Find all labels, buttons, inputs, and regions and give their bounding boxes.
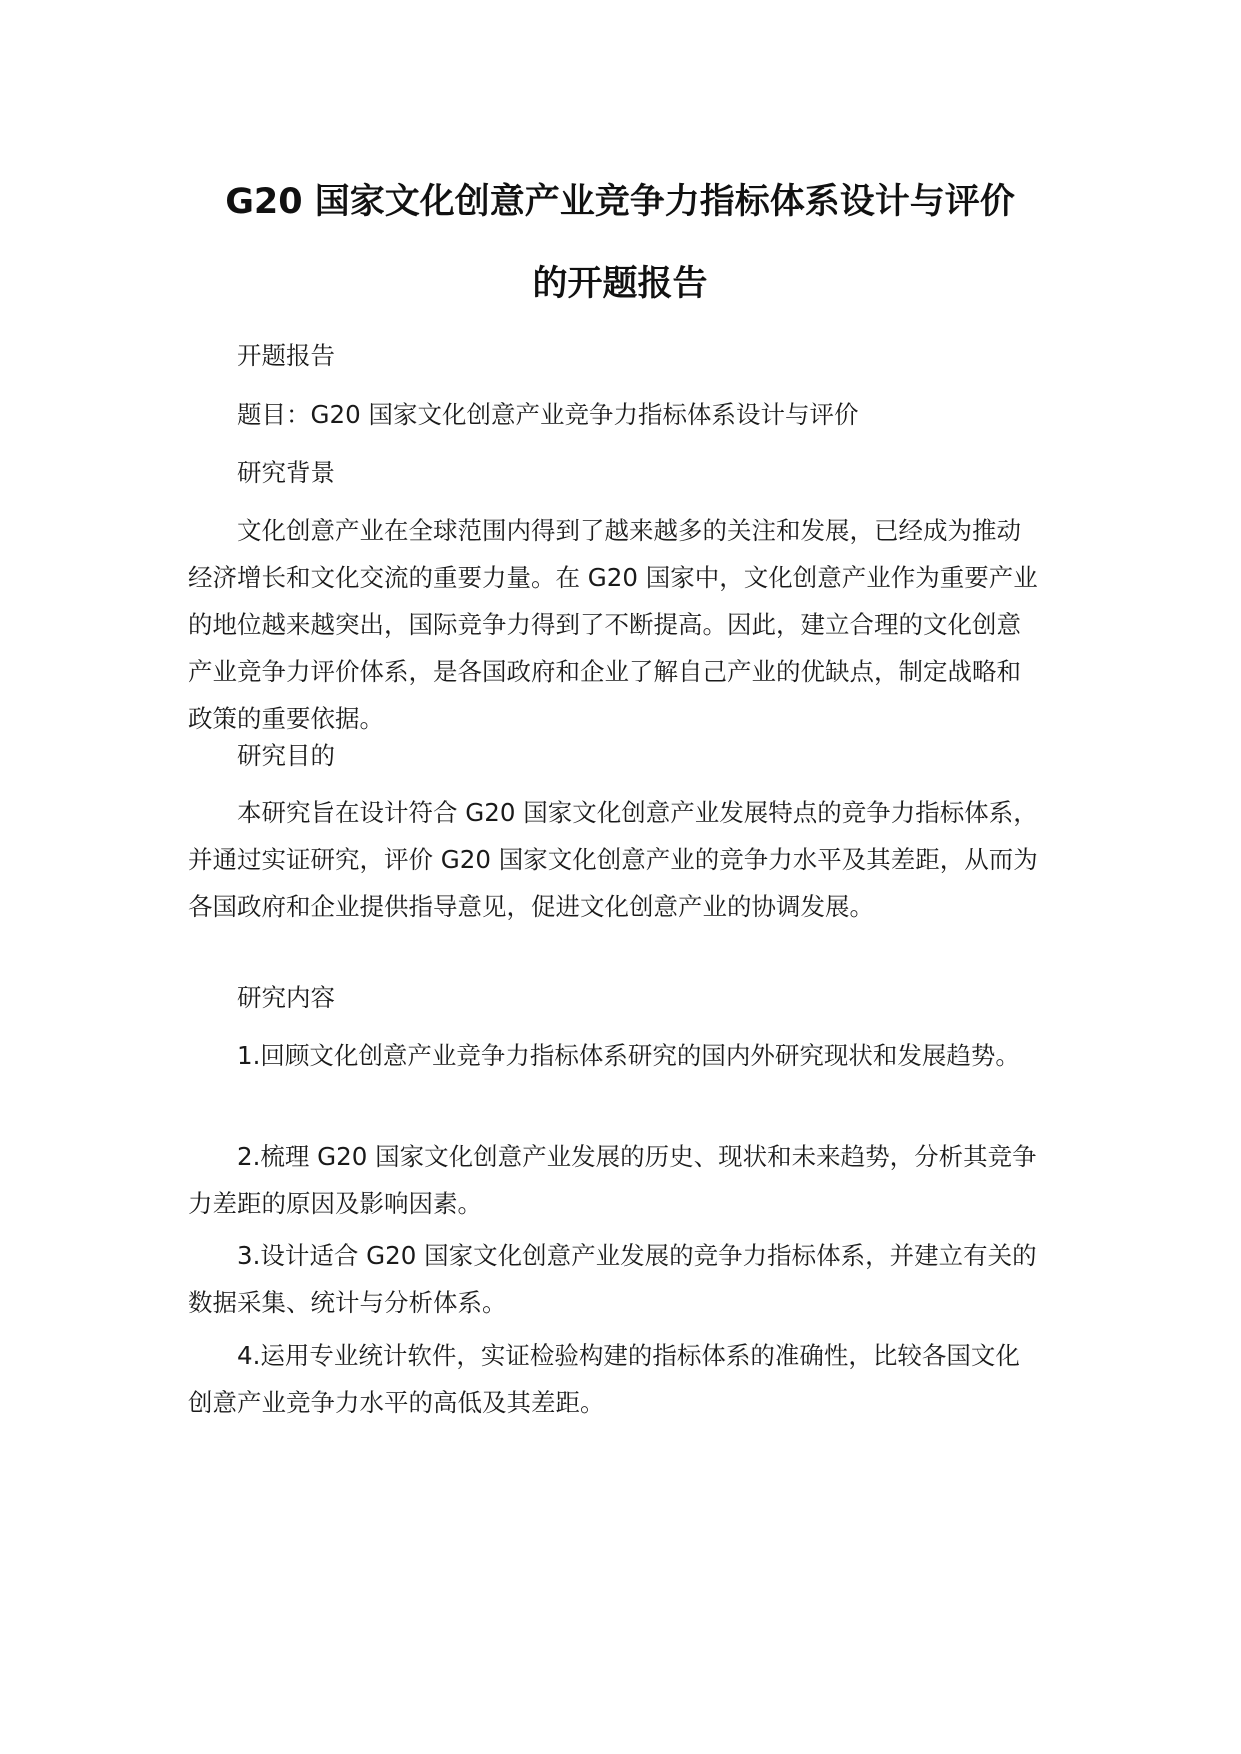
section-heading-purpose: 研究目的: [237, 741, 335, 770]
content-item-4: 4.运用专业统计软件，实证检验构建的指标体系的准确性，比较各国文化创意产业竞争力水平的高低及其差距。: [188, 1341, 1020, 1417]
report-label: 开题报告: [237, 341, 335, 370]
background-paragraph: 文化创意产业在全球范围内得到了越来越多的关注和发展，已经成为推动经济增长和文化交流的重要力量。在 G20 国家中，文化创意产业作为重要产业的地位越来越突出，国际竞争力得到了不断提高。因此，建立合理的文化创意产业竞争力评价体系，是各国政府和企业了解自己产业的优缺点，制定战略和政策的重要依据。: [188, 516, 1038, 733]
purpose-paragraph: 本研究旨在设计符合 G20 国家文化创意产业发展特点的竞争力指标体系，并通过实证研究，评价 G20 国家文化创意产业的竞争力水平及其差距，从而为各国政府和企业提供指导意见，促进文化创意产业的协调发展。: [188, 798, 1038, 921]
subject-line: 题目：G20 国家文化创意产业竞争力指标体系设计与评价: [237, 400, 859, 429]
content-item-2: 2.梳理 G20 国家文化创意产业发展的历史、现状和未来趋势，分析其竞争力差距的原因及影响因素。: [188, 1142, 1037, 1218]
content-item-1: 1.回顾文化创意产业竞争力指标体系研究的国内外研究现状和发展趋势。: [237, 1041, 1020, 1070]
document-title-line-1: G20 国家文化创意产业竞争力指标体系设计与评价: [225, 182, 1015, 222]
section-heading-content: 研究内容: [237, 983, 335, 1012]
content-item-3: 3.设计适合 G20 国家文化创意产业发展的竞争力指标体系，并建立有关的数据采集、统计与分析体系。: [188, 1241, 1037, 1317]
section-heading-background: 研究背景: [237, 458, 335, 487]
document-title-line-2: 的开题报告: [532, 264, 708, 304]
